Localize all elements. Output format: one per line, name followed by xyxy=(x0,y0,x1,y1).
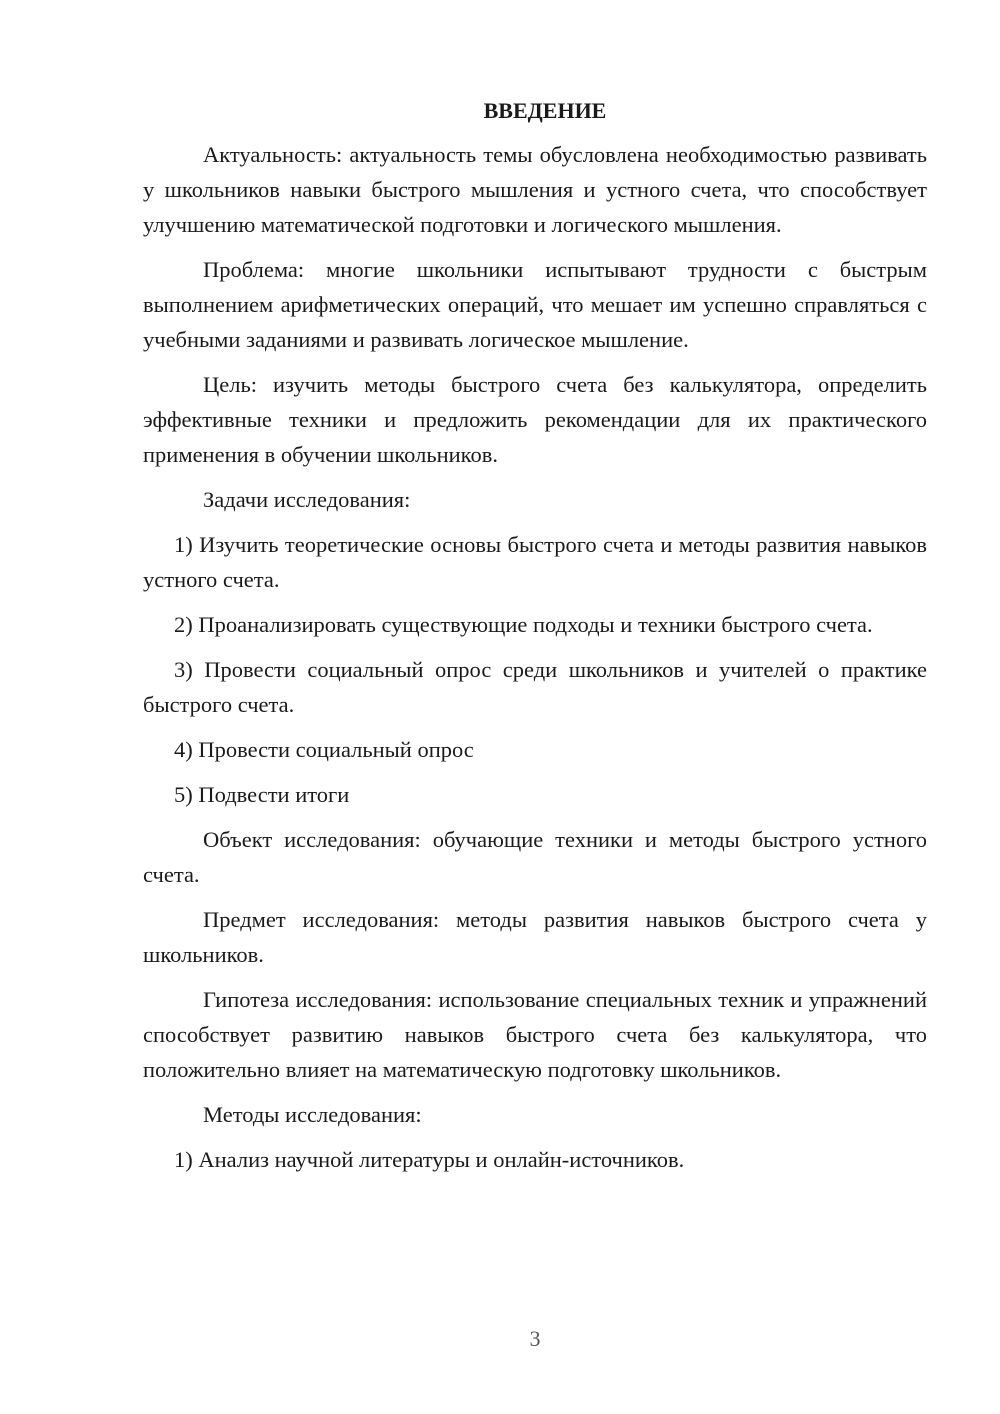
section-heading: ВВЕДЕНИЕ xyxy=(483,98,607,123)
task-item-4: 4) Провести социальный опрос xyxy=(174,737,474,762)
paragraph-subject: Предмет исследования: методы развития навыков быстрого счета у школьников. xyxy=(143,907,927,967)
task-item-3: 3) Провести социальный опрос среди школьников и учителей о практике быстрого счета. xyxy=(143,657,927,717)
document-page xyxy=(143,96,927,1187)
paragraph-hypothesis: Гипотеза исследования: использование специальных техник и упражнений способствует развитию навыков быстрого счета без калькулятора, что положительно влияет на математическую подготовку школьников. xyxy=(143,987,927,1082)
paragraph-problem: Проблема: многие школьники испытывают трудности с быстрым выполнением арифметических операций, что мешает им успешно справляться с учебными заданиями и развивать логическое мышление. xyxy=(143,257,927,352)
paragraph-tasks-heading: Задачи исследования: xyxy=(203,487,411,512)
method-item-1: 1) Анализ научной литературы и онлайн-источников. xyxy=(174,1147,685,1172)
task-item-5: 5) Подвести итоги xyxy=(174,782,350,807)
page-number: 3 xyxy=(529,1326,541,1351)
task-item-2: 2) Проанализировать существующие подходы и техники быстрого счета. xyxy=(174,612,873,637)
paragraph-object: Объект исследования: обучающие техники и методы быстрого устного счета. xyxy=(143,827,927,887)
task-item-1: 1) Изучить теоретические основы быстрого счета и методы развития навыков устного счета. xyxy=(143,532,927,592)
paragraph-goal: Цель: изучить методы быстрого счета без калькулятора, определить эффективные техники и предложить рекомендации для их практического применения в обучении школьников. xyxy=(143,372,927,467)
paragraph-relevance: Актуальность: актуальность темы обусловлена необходимостью развивать у школьников навыки быстрого мышления и устного счета, что способствует улучшению математической подготовки и логического мышления. xyxy=(143,142,927,237)
paragraph-methods-heading: Методы исследования: xyxy=(203,1102,422,1127)
